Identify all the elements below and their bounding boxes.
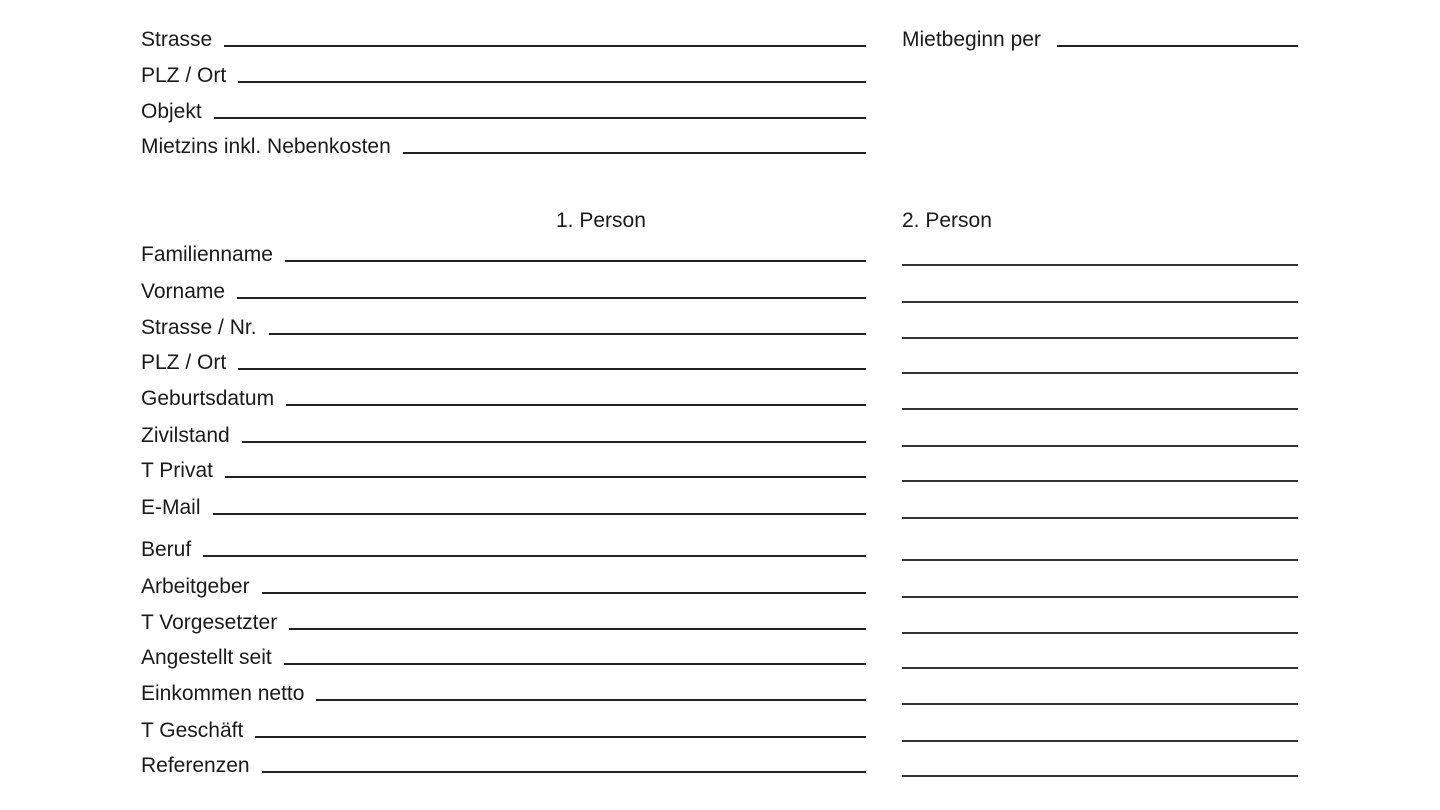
field-label: Geburtsdatum xyxy=(141,387,275,410)
person-1-input-line[interactable] xyxy=(242,439,866,443)
person-field-row xyxy=(141,459,866,483)
person-2-input-line[interactable] xyxy=(902,517,1298,519)
field-mietbeginn xyxy=(902,28,1298,52)
person-2-input-line[interactable] xyxy=(902,632,1298,634)
person-1-input-line[interactable] xyxy=(262,590,866,594)
plz-ort-input-line[interactable] xyxy=(238,79,866,83)
person-2-input-line[interactable] xyxy=(902,667,1298,669)
person-1-input-line[interactable] xyxy=(284,661,866,665)
field-label: Referenzen xyxy=(141,754,250,777)
person-1-input-line[interactable] xyxy=(213,511,866,515)
field-label: Strasse / Nr. xyxy=(141,316,257,339)
person-field-row xyxy=(141,496,866,520)
person-2-input-line[interactable] xyxy=(902,337,1298,339)
person-2-input-line[interactable] xyxy=(902,480,1298,482)
person-2-input-line[interactable] xyxy=(902,372,1298,374)
person-1-input-line[interactable] xyxy=(255,734,866,738)
person-1-input-line[interactable] xyxy=(286,402,866,406)
person-field-row xyxy=(141,682,866,706)
person-1-input-line[interactable] xyxy=(225,474,866,478)
field-label: T Vorgesetzter xyxy=(141,611,278,634)
person-field-row xyxy=(141,316,866,340)
field-label: Einkommen netto xyxy=(141,682,305,705)
field-label: T Geschäft xyxy=(141,719,244,742)
person-1-input-line[interactable] xyxy=(289,626,866,630)
field-objekt xyxy=(141,100,866,124)
field-strasse xyxy=(141,28,866,52)
column-heading-person-2: 2. Person xyxy=(902,209,992,232)
field-label: Mietzins inkl. Nebenkosten xyxy=(141,135,391,158)
person-2-input-line[interactable] xyxy=(902,559,1298,561)
field-label: Familienname xyxy=(141,243,273,266)
person-1-input-line[interactable] xyxy=(238,366,866,370)
field-label: Arbeitgeber xyxy=(141,575,250,598)
person-2-input-line[interactable] xyxy=(902,301,1298,303)
person-1-input-line[interactable] xyxy=(237,295,866,299)
field-mietzins xyxy=(141,135,866,159)
field-label: PLZ / Ort xyxy=(141,64,227,87)
field-label: Angestellt seit xyxy=(141,646,272,669)
field-label: Objekt xyxy=(141,100,202,123)
person-field-row xyxy=(141,243,866,267)
person-1-input-line[interactable] xyxy=(316,697,866,701)
person-field-row xyxy=(141,754,866,778)
person-field-row xyxy=(141,575,866,599)
person-field-row xyxy=(141,719,866,743)
field-label: Zivilstand xyxy=(141,424,230,447)
person-field-row xyxy=(141,424,866,448)
person-field-row xyxy=(141,351,866,375)
person-field-row xyxy=(141,280,866,304)
person-1-input-line[interactable] xyxy=(262,769,866,773)
person-field-row xyxy=(141,538,866,562)
person-2-input-line[interactable] xyxy=(902,703,1298,705)
person-1-input-line[interactable] xyxy=(203,553,866,557)
person-2-input-line[interactable] xyxy=(902,775,1298,777)
field-label: PLZ / Ort xyxy=(141,351,227,374)
field-label: T Privat xyxy=(141,459,213,482)
person-field-row xyxy=(141,387,866,411)
person-field-row xyxy=(141,611,866,635)
person-2-input-line[interactable] xyxy=(902,740,1298,742)
mietbeginn-input-line[interactable] xyxy=(1057,43,1298,47)
person-1-input-line[interactable] xyxy=(269,331,866,335)
field-label: Beruf xyxy=(141,538,192,561)
column-heading-person-1: 1. Person xyxy=(556,209,646,232)
field-label: E-Mail xyxy=(141,496,201,519)
person-2-input-line[interactable] xyxy=(902,408,1298,410)
field-label: Vorname xyxy=(141,280,226,303)
person-2-input-line[interactable] xyxy=(902,264,1298,266)
person-2-input-line[interactable] xyxy=(902,596,1298,598)
person-2-input-line[interactable] xyxy=(902,445,1298,447)
field-plz-ort xyxy=(141,64,866,88)
field-label: Mietbeginn per xyxy=(902,28,1041,51)
person-1-input-line[interactable] xyxy=(285,258,866,262)
strasse-input-line[interactable] xyxy=(224,43,866,47)
objekt-input-line[interactable] xyxy=(214,115,866,119)
field-label: Strasse xyxy=(141,28,213,51)
mietzins-input-line[interactable] xyxy=(403,150,866,154)
person-field-row xyxy=(141,646,866,670)
